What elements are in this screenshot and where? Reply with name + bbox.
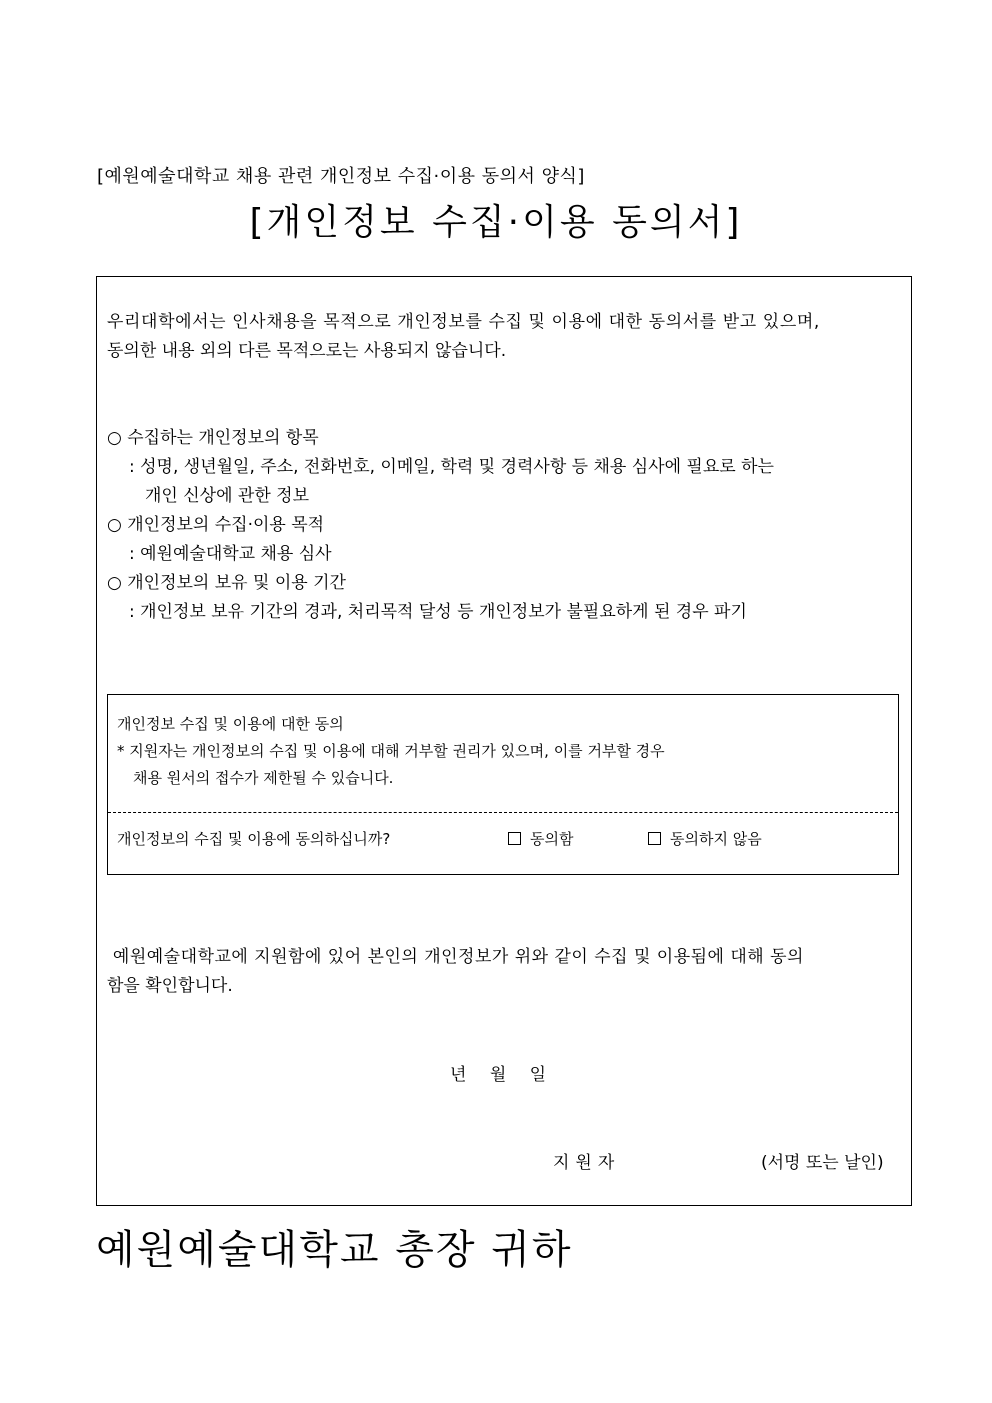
item-purpose-detail: : 예원예술대학교 채용 심사 (129, 544, 332, 564)
consent-box (107, 694, 899, 875)
item-collected-detail: : 성명, 생년월일, 주소, 전화번호, 이메일, 학력 및 경력사항 등 채용 심사에 필요로 하는 (129, 457, 774, 477)
intro-line-2: 동의한 내용 외의 다른 목적으로는 사용되지 않습니다. (107, 341, 507, 361)
addressee: 예원예술대학교 총장 귀하 (96, 1227, 573, 1273)
intro-line-1: 우리대학에서는 인사채용을 목적으로 개인정보를 수집 및 이용에 대한 동의서를 받고 있으며, (107, 312, 820, 332)
applicant-label: 지원자 (553, 1153, 621, 1173)
confirmation-line-1 (107, 943, 804, 972)
agree-option[interactable] (508, 826, 573, 853)
confirmation-line-1-text: 예원예술대학교에 지원함에 있어 본인의 개인정보가 위와 같이 수집 및 이용됨에 대해 동의 (112, 947, 804, 967)
confirmation-line-2: 함을 확인합니다. (107, 976, 233, 996)
item-retention-detail: : 개인정보 보유 기간의 경과, 처리목적 달성 등 개인정보가 불필요하게 된 경우 파기 (129, 602, 747, 622)
consent-notice-line-1: * 지원자는 개인정보의 수집 및 이용에 대해 거부할 권리가 있으며, 이를 거부할 경우 (117, 742, 665, 760)
confirmation-paragraph (107, 943, 804, 1001)
item-collected-heading: ○ 수집하는 개인정보의 항목 (107, 428, 319, 448)
item-collected-detail-cont: 개인 신상에 관한 정보 (145, 486, 310, 506)
item-purpose-heading: ○ 개인정보의 수집·이용 목적 (107, 515, 325, 535)
document-title: [개인정보 수집·이용 동의서] (249, 202, 743, 243)
agree-checkbox[interactable] (508, 832, 521, 845)
disagree-option[interactable] (648, 826, 762, 853)
disagree-label: 동의하지 않음 (670, 830, 762, 848)
intro-paragraph (107, 308, 820, 366)
consent-title: 개인정보 수집 및 이용에 대한 동의 (117, 715, 344, 733)
item-retention-heading: ○ 개인정보의 보유 및 이용 기간 (107, 573, 346, 593)
form-caption: [예원예술대학교 채용 관련 개인정보 수집·이용 동의서 양식] (97, 166, 585, 187)
signature-hint: (서명 또는 날인) (761, 1153, 884, 1173)
consent-notice-line-2: 채용 원서의 접수가 제한될 수 있습니다. (133, 769, 394, 787)
disagree-checkbox[interactable] (648, 832, 661, 845)
agree-label: 동의함 (530, 830, 574, 848)
info-items-list (107, 424, 774, 627)
date-field[interactable]: 년 월 일 (450, 1065, 547, 1085)
consent-question: 개인정보의 수집 및 이용에 동의하십니까? (117, 830, 391, 848)
